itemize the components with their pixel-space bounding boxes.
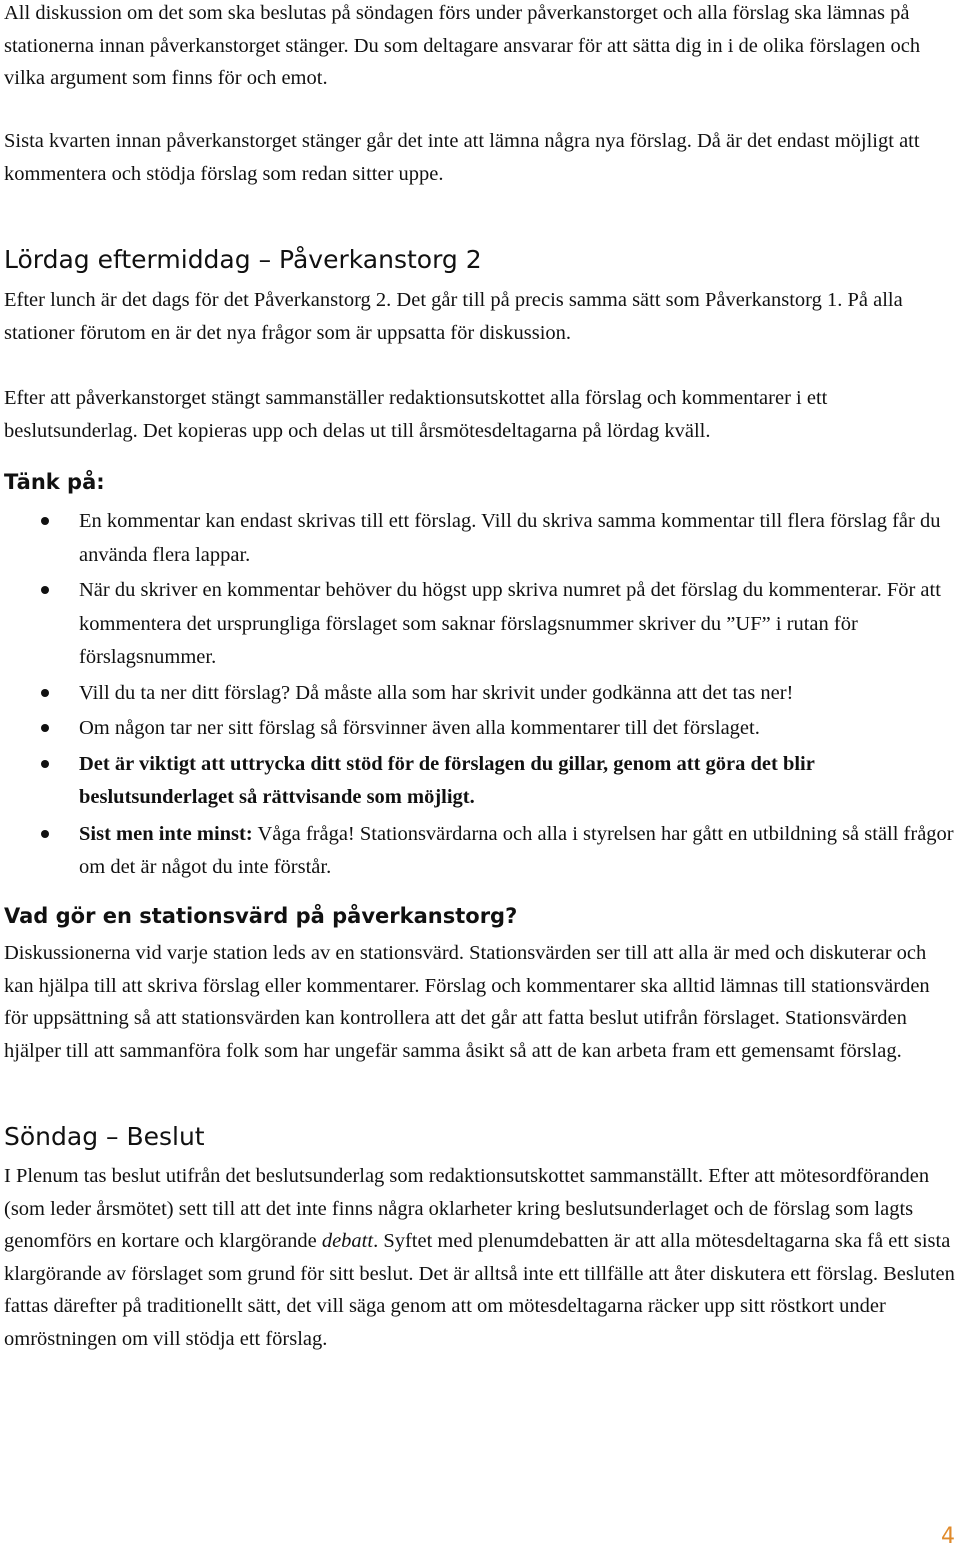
list-item (4, 505, 958, 572)
bullet-icon (41, 689, 49, 697)
bullet-icon (41, 760, 49, 768)
sunday-decision-heading: Söndag – Beslut (4, 1122, 205, 1151)
list-item-text: En kommentar kan endast skrivas till ett förslag. Vill du skriva samma kommentar till flera förslag får du använda flera lappar. (79, 510, 941, 566)
bullet-icon (41, 586, 49, 594)
list-item-text: När du skriver en kommentar behöver du högst upp skriva numret på det förslag du kommenterar. För att kommentera det ursprungliga förslaget som saknar förslagsnummer skriver du ”UF” i rutan för förslagsnummer. (79, 579, 941, 668)
saturday-afternoon-heading: Lördag eftermiddag – Påverkanstorg 2 (4, 245, 482, 274)
debate-word: debatt (321, 1230, 374, 1252)
think-about-list (4, 505, 958, 887)
after-close-paragraph: Efter att påverkanstorget stängt sammanställer redaktionsutskottet alla förslag och kommentarer i ett beslutsunderlag. Det kopieras upp och delas ut till årsmötesdeltagarna på lördag kväll. (4, 387, 828, 442)
plenum-text-end: . Syftet med plenumdebatten är att alla mötesdeltagarna ska få ett sista klargörande av förslaget som grund för sitt beslut. Det är alltså inte ett tillfälle att åter diskutera ett förslag. Besluten fattas därefter på traditionellt sätt, det vill säga genom att om mötesdeltagarna räcker upp sitt röstkort under omröstningen om vill stödja ett förslag. (4, 1230, 955, 1350)
station-host-heading: Vad gör en stationsvärd på påverkanstorg? (4, 904, 518, 928)
station-host-paragraph: Diskussionerna vid varje station leds av en stationsvärd. Stationsvärden ser till att alla är med och diskuterar och kan hjälpa till att skriva förslag eller kommentarer. Förslag och kommentarer ska alltid lämnas till stationsvärden för uppsättning så att stationsvärden kan kontrollera att det går att fatta beslut utifrån förslaget. Stationsvärden hjälper till att sammanföra folk som har ungefär samma åsikt så att de kan arbeta fram ett gemensamt förslag. (4, 942, 930, 1062)
list-item (4, 574, 958, 675)
after-lunch-paragraph: Efter lunch är det dags för det Påverkanstorg 2. Det går till på precis samma sätt som Påverkanstorg 1. På alla stationer förutom en är det nya frågor som är uppsatta för diskussion. (4, 289, 903, 344)
list-item-bold-text: Det är viktigt att uttrycka ditt stöd för de förslagen du gillar, genom att göra det blir beslutsunderlaget så rättvisande som möjligt. (79, 752, 815, 808)
intro-paragraph: All diskussion om det som ska beslutas på söndagen förs under påverkanstorget och alla förslag ska lämnas på stationerna innan påverkanstorget stänger. Du som deltagare ansvarar för att sätta dig in i de olika förslagen och vilka argument som finns för och emot. (4, 2, 921, 89)
last-quarter-paragraph: Sista kvarten innan påverkanstorget stänger går det inte att lämna några nya förslag. Då är det endast möjligt att kommentera och stödja förslag som redan sitter uppe. (4, 130, 920, 185)
list-item (4, 818, 958, 885)
list-item-bold-lead: Sist men inte minst: (79, 822, 253, 845)
bullet-icon (41, 517, 49, 525)
list-item-text: Våga fråga! Stationsvärdarna och alla i styrelsen har gått en utbildning så ställ frågor om det är något du inte förstår. (79, 822, 954, 878)
list-item (4, 712, 958, 746)
list-item-text: Vill du ta ner ditt förslag? Då måste alla som har skrivit under godkänna att det tas ner! (79, 681, 794, 704)
plenum-paragraph (4, 1160, 958, 1355)
page-number: 4 (941, 1524, 955, 1549)
list-item (4, 677, 958, 711)
plenum-text-start: I Plenum tas beslut utifrån det beslutsunderlag som redaktionsutskottet sammanställt. Efter att mötesordföranden (som leder årsmötet) sett till att det inte finns några oklarheter kring beslutsunderlaget och de förslag som lagts genomförs en kortare och klargörande (4, 1165, 930, 1252)
list-item-text: Om någon tar ner sitt förslag så försvinner även alla kommentarer till det förslaget. (79, 717, 760, 739)
bullet-icon (41, 830, 49, 838)
bullet-icon (41, 724, 49, 732)
list-item (4, 748, 958, 815)
think-about-heading: Tänk på: (4, 470, 105, 494)
